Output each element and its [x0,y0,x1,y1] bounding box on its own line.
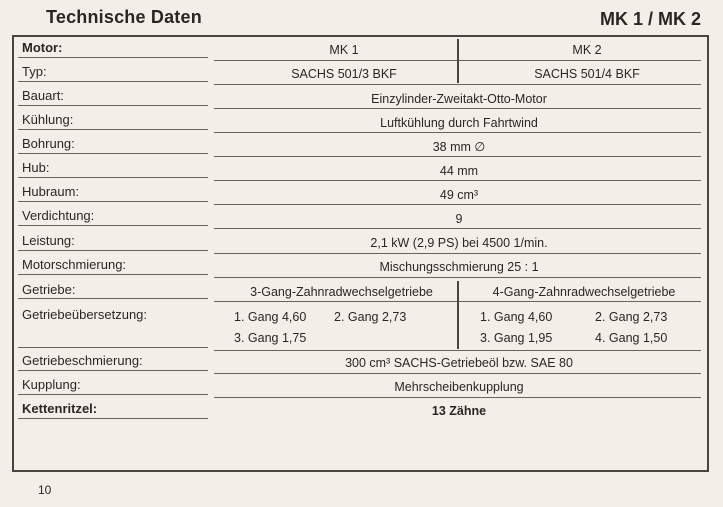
gear-mk1-2: 2. Gang 2,73 [334,310,407,324]
row-divider [18,347,208,348]
kettenritzel-value: 13 Zähne [431,404,487,418]
gears-mk1 [234,309,454,349]
gear-mk2-1: 1. Gang 4,60 [480,310,553,324]
hub-value: 44 mm [439,164,479,178]
row-divider [214,180,701,181]
typ-mk2: SACHS 501/4 BKF [534,67,640,81]
row-divider [214,350,701,351]
row-divider [18,81,208,82]
spec-table [12,35,709,472]
gear-mk2-4: 4. Gang 1,50 [595,331,668,345]
row-divider [18,153,208,154]
row-label-getriebe: Getriebe: [22,282,76,297]
row-label-getriebeschmierung: Getriebeschmierung: [22,353,143,368]
row-divider [214,84,701,85]
row-divider [18,105,208,106]
row-label-kupplung: Kupplung: [22,377,81,392]
row-label-bohrung: Bohrung: [22,136,75,151]
gears-mk2 [480,309,700,349]
gear-mk2-3: 3. Gang 1,95 [480,331,553,345]
verdichtung-value: 9 [455,212,463,226]
row-label-kettenritzel: Kettenritzel: [22,401,98,416]
getriebeschmierung-value: 300 cm³ SACHS-Getriebeöl bzw. SAE 80 [345,356,573,370]
row-label-typ: Typ: [22,64,47,79]
row-label-verdichtung: Verdichtung: [22,208,95,223]
row-label-motor: Motor: [22,40,63,55]
kuehlung-value: Luftkühlung durch Fahrtwind [380,116,538,130]
row-label-hub: Hub: [22,160,50,175]
hubraum-value: 49 cm³ [439,188,479,202]
row-divider [214,253,701,254]
column-divider [457,281,459,349]
bohrung-value: 38 mm ∅ [432,140,486,154]
row-divider [214,397,701,398]
row-label-getriebeuebersetzung: Getriebeübersetzung: [22,307,148,322]
gear-mk2-2: 2. Gang 2,73 [595,310,668,324]
row-divider [214,277,701,278]
getriebe-mk1: 3-Gang-Zahnradwechselgetriebe [250,285,433,299]
column-divider [457,39,459,83]
motor-mk2: MK 2 [572,43,602,57]
row-divider [18,57,208,58]
row-divider [18,201,208,202]
row-label-leistung: Leistung: [22,233,75,248]
gear-mk1-1: 1. Gang 4,60 [234,310,307,324]
row-label-kuehlung: Kühlung: [22,112,74,127]
motorschmierung-value: Mischungsschmierung 25 : 1 [379,260,539,274]
row-label-motorschmierung: Motorschmierung: [22,257,127,272]
row-divider [214,373,701,374]
model-title: MK 1 / MK 2 [599,9,701,29]
kupplung-value: Mehrscheibenkupplung [394,380,524,394]
row-divider [18,250,208,251]
row-divider [18,418,208,419]
row-divider [214,132,701,133]
page-title: Technische Daten [46,7,202,27]
row-label-bauart: Bauart: [22,88,64,103]
gear-mk1-3: 3. Gang 1,75 [234,331,307,345]
row-divider [18,298,208,299]
motor-mk1: MK 1 [329,43,359,57]
page-number: 10 [38,483,52,497]
row-divider [18,177,208,178]
row-divider [18,274,208,275]
row-divider [214,204,701,205]
row-divider [18,225,208,226]
row-divider [214,228,701,229]
typ-mk1: SACHS 501/3 BKF [291,67,397,81]
leistung-value: 2,1 kW (2,9 PS) bei 4500 1/min. [370,236,548,250]
row-divider [18,370,208,371]
row-divider [214,156,701,157]
getriebe-mk2: 4-Gang-Zahnradwechselgetriebe [492,285,676,299]
bauart-value: Einzylinder-Zweitakt-Otto-Motor [371,92,547,106]
row-label-hubraum: Hubraum: [22,184,80,199]
row-divider [214,108,701,109]
row-divider [18,129,208,130]
row-divider [18,394,208,395]
